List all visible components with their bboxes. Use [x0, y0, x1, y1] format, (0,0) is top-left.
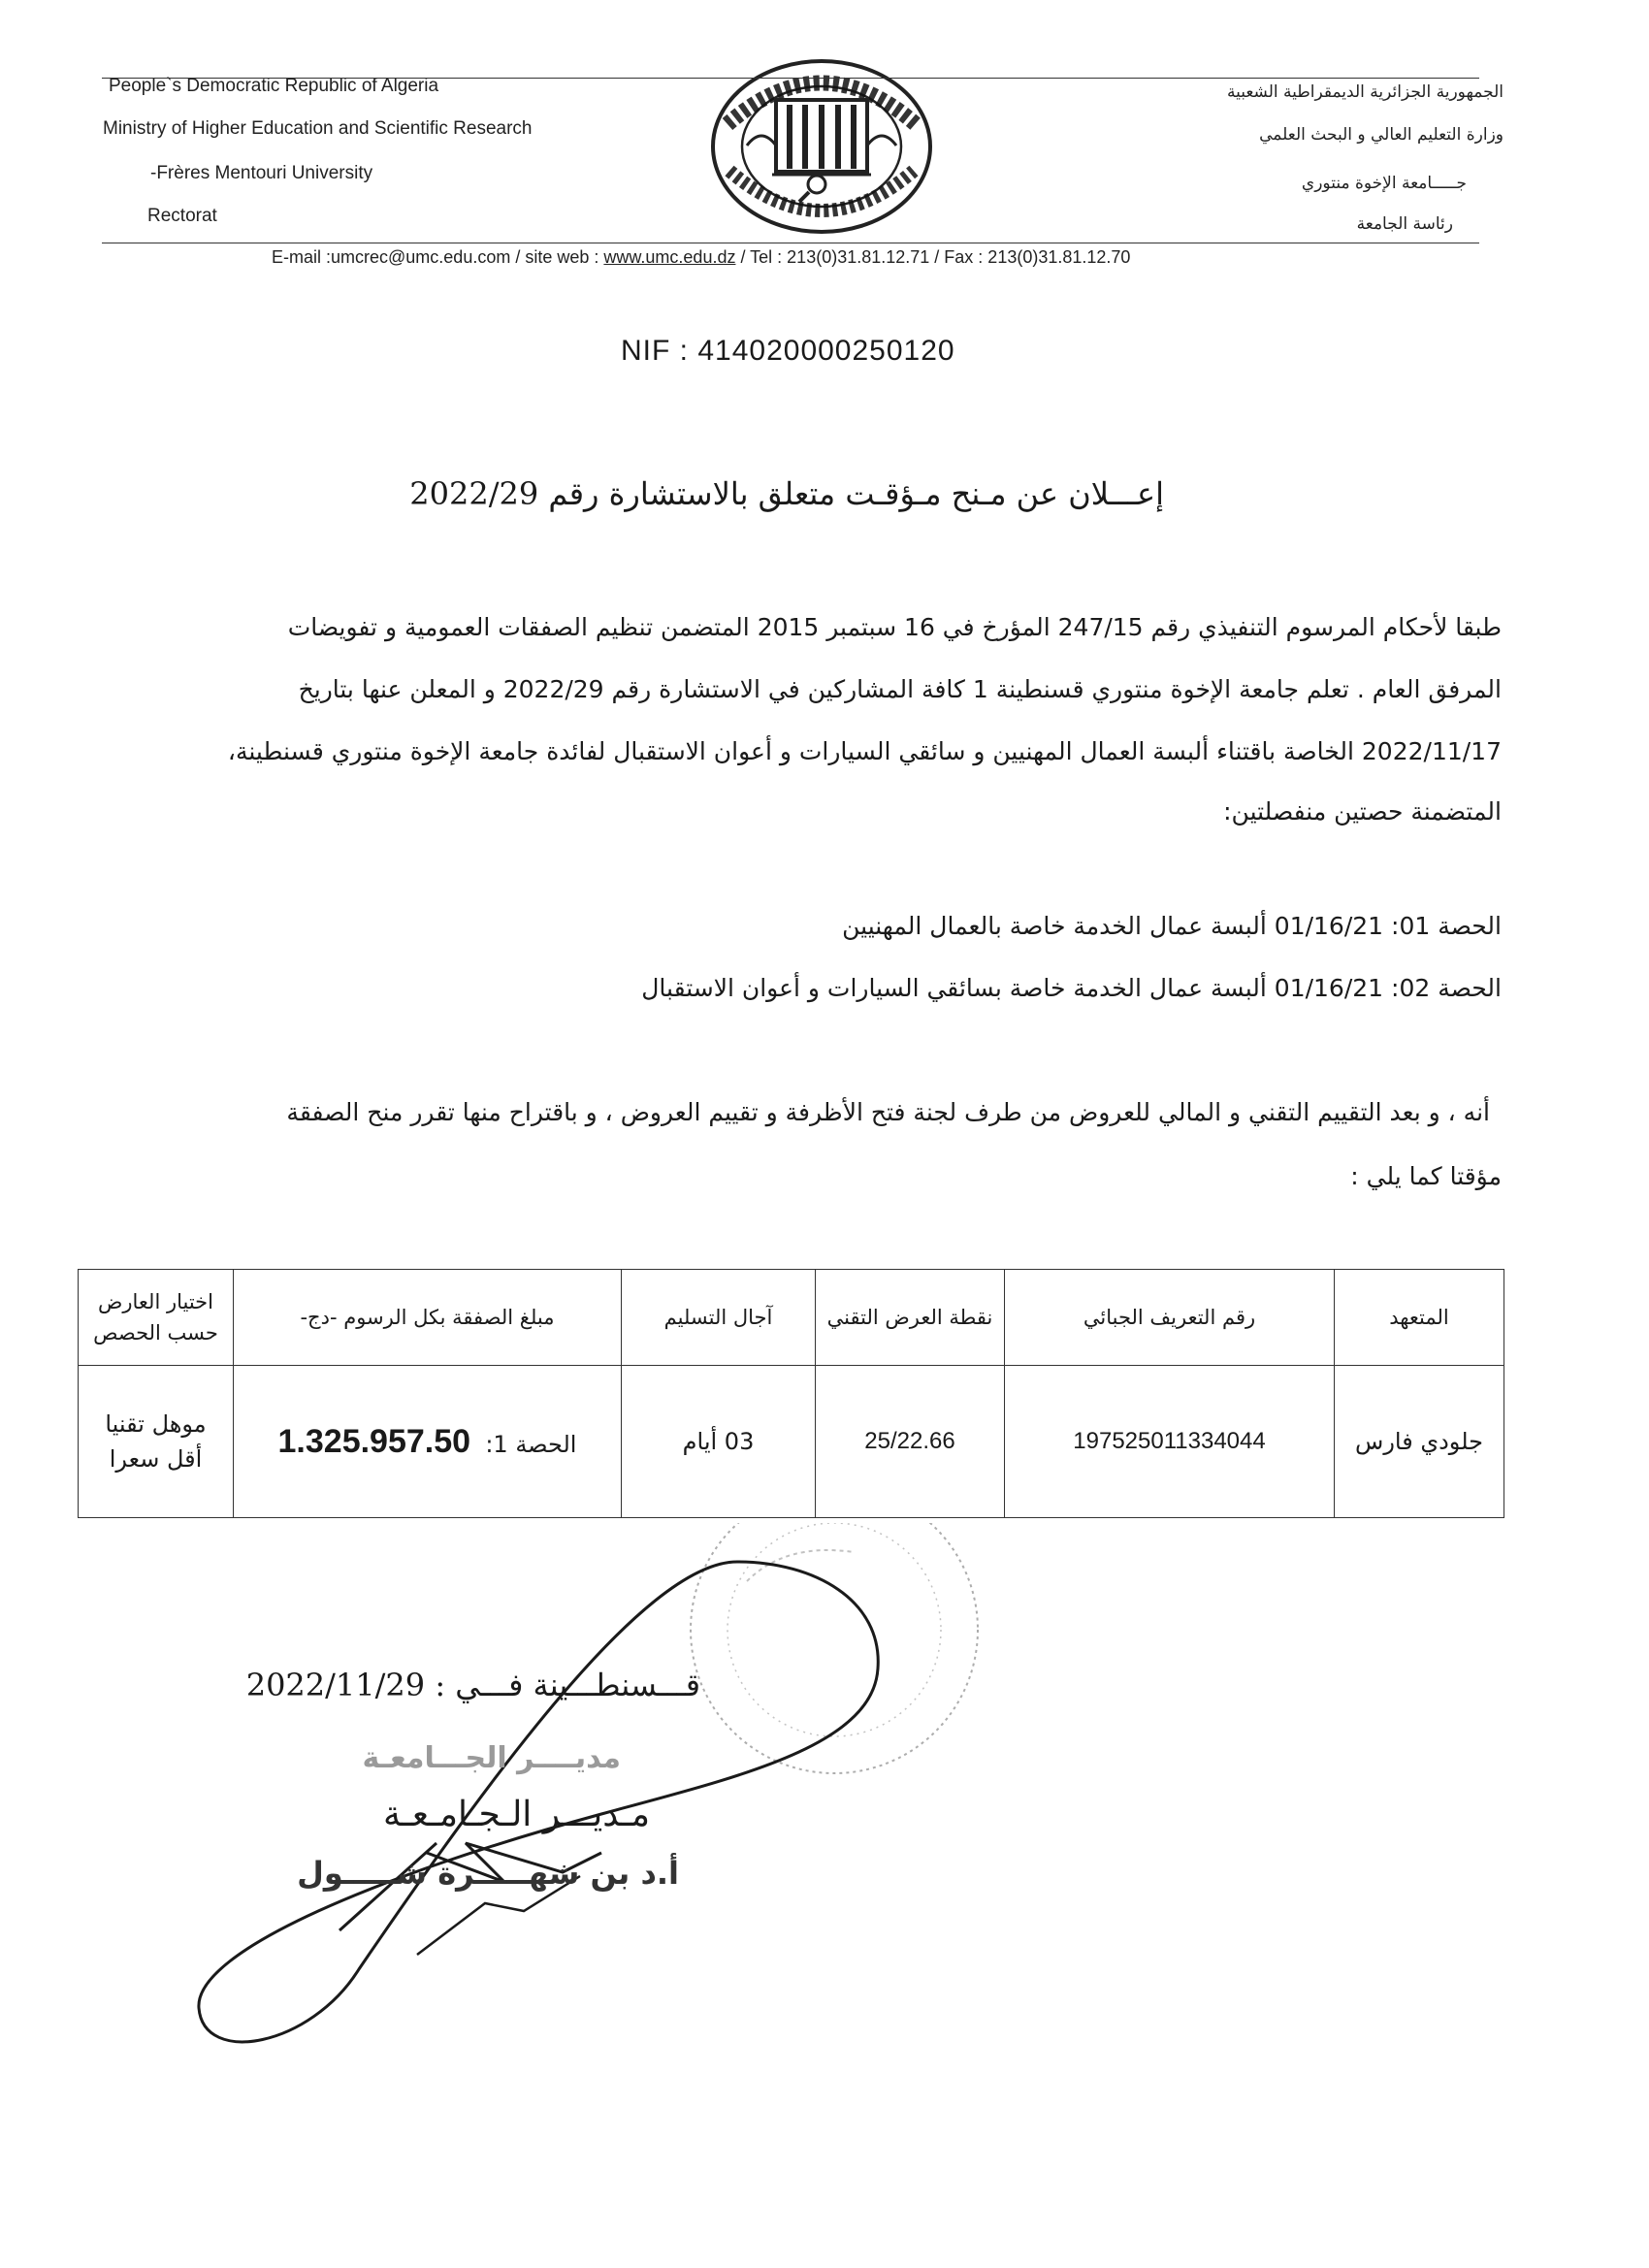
header-top-rule: [102, 78, 1479, 79]
contact-line: [272, 247, 1130, 268]
decision-paragraph: [76, 1098, 1502, 1205]
header-bidder: المتعهد: [1335, 1270, 1504, 1366]
place-and-date: قـــسنطـــينة فـــي : 2022/11/29: [245, 1667, 700, 1703]
decision-line: مؤقتا كما يلي :: [1350, 1162, 1502, 1190]
header-amount: مبلغ الصفقة بكل الرسوم -دج-: [234, 1270, 622, 1366]
intro-line: 2022/11/17 الخاصة باقتناء ألبسة العمال المهنيين و سائقي السيارات و أعوان الاستقبال لفائدة جامعة الإخوة منتوري قسنطينة،: [227, 737, 1502, 765]
tel-fax-text: / Tel : 213(0)31.81.12.71 / Fax : 213(0)31.81.12.70: [740, 247, 1131, 267]
director-title: مـديـــر الـجـامـعـة: [382, 1795, 650, 1834]
selection-line-2: أقل سعرا: [109, 1445, 203, 1473]
cell-bidder: جلودي فارس: [1335, 1366, 1504, 1518]
amount-lot-label: الحصة 1:: [485, 1430, 577, 1458]
nif-number: NIF : 414020000250120: [621, 335, 955, 367]
amount-value: 1.325.957.50: [277, 1422, 471, 1460]
ministry-name-ar: وزارة التعليم العالي و البحث العلمي: [1259, 125, 1504, 145]
cell-delivery: 03 أيام: [622, 1366, 816, 1518]
cell-tax-id: 197525011334044: [1005, 1366, 1335, 1518]
lots-list: [76, 912, 1502, 1019]
cell-tech-score: 25/22.66: [816, 1366, 1005, 1518]
cell-amount: [234, 1366, 622, 1518]
intro-paragraph: [76, 613, 1502, 846]
header-delivery: آجال التسليم: [622, 1270, 816, 1366]
rectorate-label-ar: رئاسة الجامعة: [1356, 214, 1453, 234]
university-seal-logo: [708, 56, 935, 237]
award-table: [78, 1269, 1504, 1518]
intro-line: المتضمنة حصتين منفصلتين:: [1223, 797, 1502, 826]
university-name-en: -Frères Mentouri University: [150, 163, 373, 183]
intro-line: المرفق العام . تعلم جامعة الإخوة منتوري قسنطينة 1 كافة المشاركين في الاستشارة رقم 2022/29 و المعلن عنها بتاريخ: [298, 675, 1502, 703]
website-link[interactable]: www.umc.edu.dz: [603, 247, 736, 267]
country-name-en: People`s Democratic Republic of Algeria: [109, 76, 439, 96]
table-header-row: [79, 1270, 1504, 1366]
university-name-ar: جـــــامعة الإخوة منتوري: [1301, 174, 1467, 193]
table-row: [79, 1366, 1504, 1518]
director-stamp-text: مديــــر الجـــامعـة: [362, 1741, 621, 1775]
lot-item-1: الحصة 01: 01/16/21 ألبسة عمال الخدمة خاصة بالعمال المهنيين: [842, 912, 1502, 940]
country-name-ar: الجمهورية الجزائرية الديمقراطية الشعبية: [1226, 82, 1504, 102]
decision-line: أنه ، و بعد التقييم التقني و المالي للعروض من طرف لجنة فتح الأظرفة و تقييم العروض ، و باقتراح منها تقرر منح الصفقة: [286, 1098, 1490, 1126]
director-name: أ.د بن شهـــــرة شـــــول: [297, 1855, 679, 1892]
intro-line: طبقا لأحكام المرسوم التنفيذي رقم 247/15 المؤرخ في 16 سبتمبر 2015 المتضمن تنظيم الصفقات العمومية و تفويضات: [287, 613, 1502, 641]
announcement-title: إعـــلان عن مـنح مـؤقـت متعلق بالاستشارة رقم 2022/29: [409, 475, 1164, 512]
header-tech-score: نقطة العرض التقني: [816, 1270, 1005, 1366]
cell-selection: [79, 1366, 234, 1518]
header-selection: اختيار العارض حسب الحصص: [79, 1270, 234, 1366]
site-label: / site web :: [515, 247, 604, 267]
header-tax-id: رقم التعريف الجبائي: [1005, 1270, 1335, 1366]
selection-line-1: موهل تقنيا: [105, 1410, 207, 1438]
rectorat-label: Rectorat: [147, 206, 217, 226]
lot-item-2: الحصة 02: 01/16/21 ألبسة عمال الخدمة خاصة بسائقي السيارات و أعوان الاستقبال: [641, 974, 1502, 1002]
ministry-name-en: Ministry of Higher Education and Scientific Research: [103, 118, 533, 139]
email-text: E-mail :umcrec@umc.edu.com: [272, 247, 511, 267]
